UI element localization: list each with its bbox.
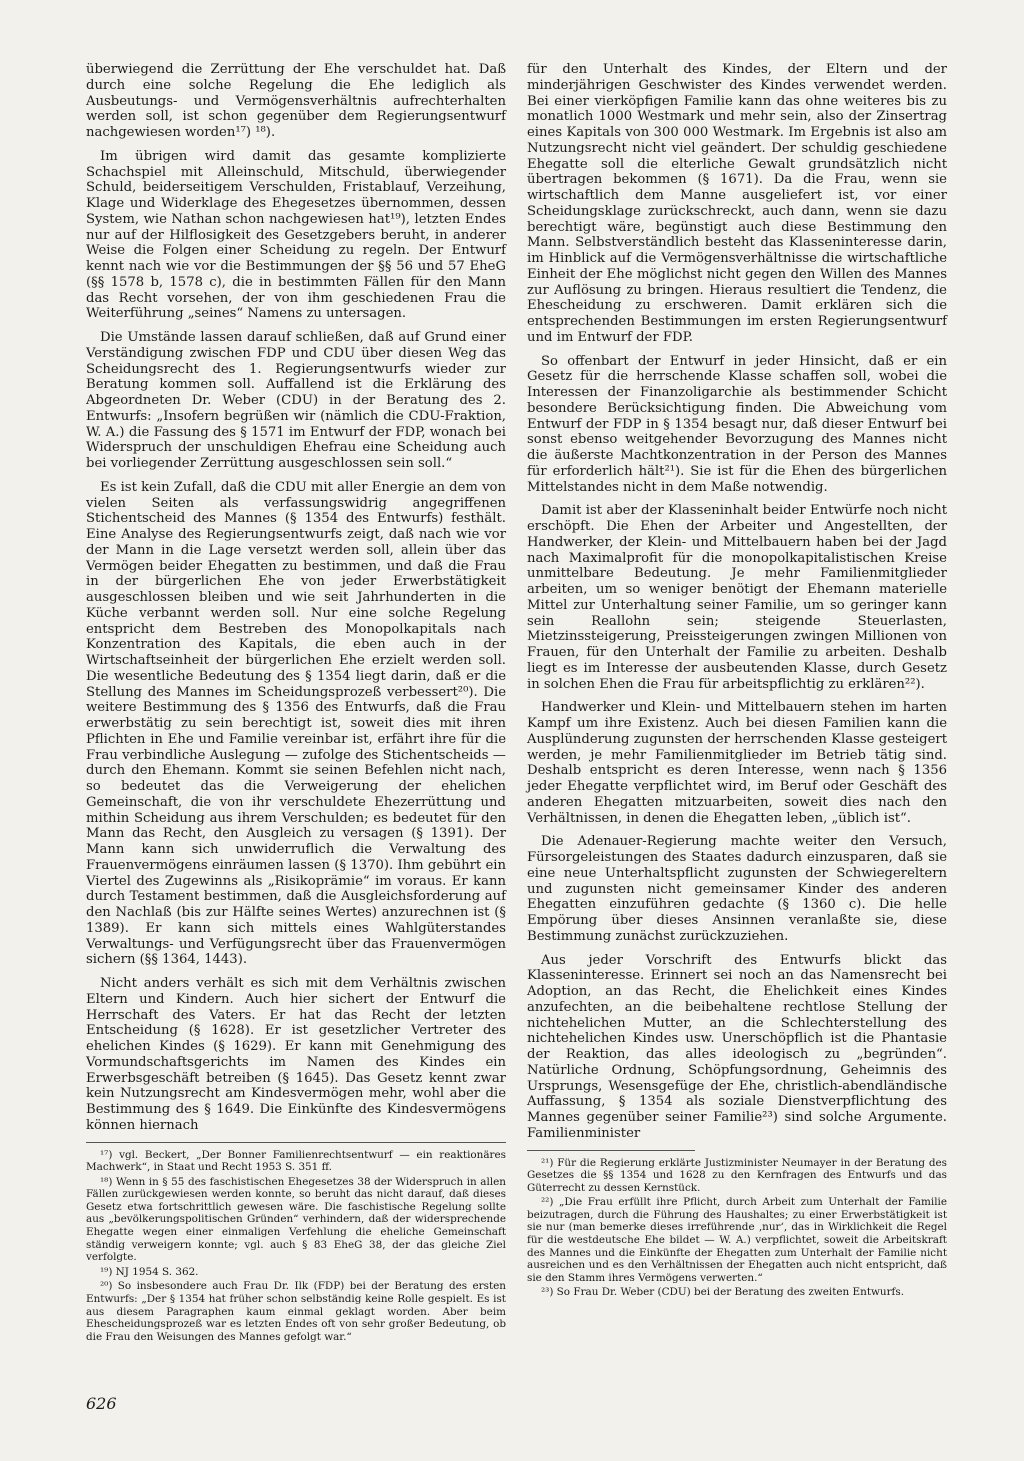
right-paragraph-1: für den Unterhalt des Kindes, der Eltern und der minderjährigen Geschwister des Kindes verwendet werden. Bei einer vierköpfigen Familie kann das ohne weiteres bis zu monatlich 1000 Westmark und mehr sein, also der Zinsertrag eines Kapitals von 300 000 Westmark. Im Ergebnis ist also am Nutzungsrecht nicht viel geändert. Der schuldig geschiedene Ehegatte soll die elterliche Gewalt grundsätzlich nicht übertragen bekommen (§ 1671). Da die Frau, wenn sie wirtschaftlich dem Manne ausgeliefert ist, vor einer Scheidungsklage zurückschreckt, auch dann, wenn sie dazu berechtigt wäre, begünstigt auch diese Bestimmung den Mann. Selbstverständlich besteht das Klasseninteresse darin, im Hinblick auf die Vermögensverhältnisse die wirtschaftliche Einheit der Ehe möglichst nicht gegen den Willen des Mannes zur Auflösung zu bringen. Hieraus resultiert die Tendenz, die Ehescheidung zu erschweren. Damit erklären sich die entsprechenden Bestimmungen im ersten Regierungsentwurf und im Entwurf der FDP. — [527, 62, 947, 345]
right-paragraph-5: Die Adenauer-Regierung machte weiter den Versuch, Fürsorgeleistungen des Staates dadurch einzusparen, daß sie eine neue Unterhaltspflicht zugunsten der Schwiegereltern und zugunsten nicht gemeinsamer Kinder des anderen Ehegatten einzuführen gedachte (§ 1360 c). Die helle Empörung über dieses Ansinnen veranlaßte sie, diese Bestimmung zunächst zurückzuziehen. — [527, 834, 947, 944]
right-footnotes — [527, 1157, 947, 1300]
left-paragraph-1: überwiegend die Zerrüttung der Ehe verschuldet hat. Daß durch eine solche Regelung die Ehe lediglich als Ausbeutungs- und Vermögensverhältnis aufrechterhalten werden soll, ist schon gegenüber dem Regierungsentwurf nachgewiesen worden¹⁷) ¹⁸). — [86, 62, 506, 140]
left-paragraph-5: Nicht anders verhält es sich mit dem Verhältnis zwischen Eltern und Kindern. Auch hier sichert der Entwurf die Herrschaft des Vaters. Er hat das Recht der letzten Entscheidung (§ 1628). Er ist gesetzlicher Vertreter des ehelichen Kindes (§ 1629). Er kann mit Genehmigung des Vormundschaftsgerichts im Namen des Kindes ein Erwerbsgeschäft betreiben (§ 1645). Das Gesetz kennt zwar kein Nutzungsrecht am Kindesvermögen mehr, wohl aber die Bestimmung des § 1649. Die Einkünfte des Kindesvermögens können hiernach — [86, 976, 506, 1133]
footnote-22: ²²) „Die Frau erfüllt ihre Pflicht, durch Arbeit zum Unterhalt der Familie beizutragen, durch die Führung des Haushaltes; zu einer Erwerbstätigkeit ist sie nur (man bemerke dieses irreführende ‚nur‘, das in Wirklichkeit die Regel für die westdeutsche Ehe bildet — W. A.) verpflichtet, soweit die Arbeitskraft des Mannes und die Einkünfte der Ehegatten zum Unterhalt der Familie nicht ausreichen und es den Verhältnissen der Ehegatten auch nicht entspricht, daß sie den Stamm ihres Vermögens verwerten.“ — [527, 1196, 947, 1284]
page-number: 626 — [86, 1394, 117, 1413]
left-paragraph-2: Im übrigen wird damit das gesamte komplizierte Schachspiel mit Alleinschuld, Mitschuld, überwiegender Schuld, beiderseitigem Verschulden, Fristablauf, Verzeihung, Klage und Widerklage des Ehegesetzes übernommen, dessen System, wie Nathan schon nachgewiesen hat¹⁹), letzten Endes nur auf der Hilflosigkeit des Gesetzgebers beruht, in anderer Weise die Folgen einer Scheidung zu regeln. Der Entwurf kennt nach wie vor die Bestimmungen der §§ 56 und 57 EheG (§§ 1578 b, 1578 c), die in bestimmten Fällen für den Mann das Recht vorsehen, der von ihm geschiedenen Frau die Weiterführung „seines“ Namens zu untersagen. — [86, 148, 506, 322]
right-paragraph-4: Handwerker und Klein- und Mittelbauern stehen im harten Kampf um ihre Existenz. Auch bei diesen Familien kann die Ausplünderung zugunsten der herrschenden Klasse gesteigert werden, je mehr Familienmitglieder im Betrieb tätig sind. Deshalb entspricht es deren Interesse, wenn nach § 1356 jeder Ehegatte verpflichtet wird, im Beruf oder Geschäft des anderen Ehegatten mitzuarbeiten, soweit dies nach den Verhältnissen, in denen die Ehegatten leben, „üblich ist“. — [527, 700, 947, 826]
footnote-17: ¹⁷) vgl. Beckert, „Der Bonner Familienrechtsentwurf — ein reaktionäres Machwerk“, in Staat und Recht 1953 S. 351 ff. — [86, 1148, 506, 1174]
left-paragraph-4: Es ist kein Zufall, daß die CDU mit aller Energie an dem von vielen Seiten als verfassungswidrig angegriffenen Stichentscheid des Mannes (§ 1354 des Entwurfs) festhält. Eine Analyse des Regierungsentwurfs zeigt, daß nach wie vor der Mann in die Lage versetzt werden soll, allein über das Vermögen beider Ehegatten zu bestimmen, und daß die Frau in der bürgerlichen Ehe von jeder Erwerbstätigkeit ausgeschlossen bleiben und wie seit Jahrhunderten in die Küche verbannt werden soll. Nur eine solche Regelung entspricht dem Bestreben des Monopolkapitals nach Konzentration des Kapitals, die eben auch in der Wirtschaftseinheit der bürgerlichen Ehe erzielt werden soll. Die wesentliche Bedeutung des § 1354 liegt darin, daß er die Stellung des Mannes im Scheidungsprozeß verbessert²⁰). Die weitere Bestimmung des § 1356 des Entwurfs, daß die Frau erwerbstätig zu sein berechtigt ist, soweit dies mit ihren Pflichten in Ehe und Familie vereinbar ist, erfährt ihre für die Frau verbindliche Auslegung — zufolge des Stichentscheids — durch den Ehemann. Kommt sie seinen Befehlen nicht nach, so bedeutet das die Verweigerung der ehelichen Gemeinschaft, die von ihr verschuldete Ehezerrüttung und mithin Scheidung aus ihrem Verschulden; es bedeutet für den Mann das Recht, den Ausgleich zu versagen (§ 1391). Der Mann kann sich unwiderruflich die Verwaltung des Frauenvermögens einräumen lassen (§ 1370). Ihm gebührt ein Viertel des Zugewinns als „Risikoprämie“ im voraus. Er kann durch Testament bestimmen, daß die Ausgleichsforderung auf den Nachlaß (bis zur Hälfte seines Wertes) anzurechnen ist (§ 1389). Er kann sich mittels eines Wahlgüterstandes Verwaltungs- und Verfügungsrecht über das Frauenvermögen sichern (§§ 1364, 1443). — [86, 479, 506, 968]
footnote-20: ²⁰) So insbesondere auch Frau Dr. Ilk (FDP) bei der Beratung des ersten Entwurfs: „Der § 1354 hat früher schon selbständig keine Rolle gespielt. Es ist aus diesem Paragraphen kaum einmal geklagt worden. Aber beim Ehescheidungsprozeß war es letzten Endes oft von sehr großer Bedeutung, ob die Frau den Weisungen des Mannes gefolgt war.“ — [86, 1280, 506, 1343]
footnote-19: ¹⁹) NJ 1954 S. 362. — [100, 1265, 199, 1278]
left-column — [86, 62, 506, 1345]
footnote-23: ²³) So Frau Dr. Weber (CDU) bei der Beratung des zweiten Entwurfs. — [541, 1286, 905, 1299]
right-paragraph-6: Aus jeder Vorschrift des Entwurfs blickt das Klasseninteresse. Erinnert sei noch an das Namensrecht bei Adoption, an das Recht, die Ehelichkeit eines Kindes anzufechten, an die beibehaltene rechtlose Stellung der nichtehelichen Mutter, an die Schlechterstellung des nichtehelichen Kindes usw. Unerschöpflich ist die Phantasie der Reaktion, das alles ideologisch zu „begründen“. Natürliche Ordnung, Schöpfungsordnung, Geheimnis des Ursprungs, Wesensgefüge der Ehe, christlich-abendländische Auffassung, § 1354 als soziale Dienstverpflichtung des Mannes gegenüber seiner Familie²³) sind solche Argumente. Familienminister — [527, 952, 947, 1141]
footnote-18: ¹⁸) Wenn in § 55 des faschistischen Ehegesetzes 38 der Widerspruch in allen Fällen zurückgewiesen werden konnte, so beruht das nicht darauf, daß dieses Gesetz etwa fortschrittlich gewesen wäre. Die faschistische Regelung sollte aus „bevölkerungspolitischen Gründen“ verhindern, daß der widersprechende Ehegatte wegen einer einmaligen Verfehlung die eheliche Gemeinschaft ständig verweigern konnte; vgl. auch § 83 EheG 38, der das gleiche Ziel verfolgte. — [86, 1175, 506, 1264]
left-footnotes — [86, 1149, 506, 1344]
footnote-divider — [86, 1142, 506, 1143]
left-paragraph-3: Die Umstände lassen darauf schließen, daß auf Grund einer Verständigung zwischen FDP und CDU über diesen Weg das Scheidungsrecht des 1. Regierungsentwurfs wieder zur Beratung kommen soll. Auffallend ist die Erklärung des Abgeordneten Dr. Weber (CDU) in der Beratung des 2. Entwurfs: „Insofern begrüßen wir (nämlich die CDU-Fraktion, W. A.) die Fassung des § 1571 im Entwurf der FDP, wonach bei Widerspruch der unschuldigen Ehefrau eine Scheidung auch bei vorliegender Zerrüttung ausgeschlossen sein soll.“ — [86, 330, 506, 471]
right-paragraph-3: Damit ist aber der Klasseninhalt beider Entwürfe noch nicht erschöpft. Die Ehen der Arbeiter und Angestellten, der Handwerker, der Klein- und Mittelbauern haben bei der Jagd nach Maximalprofit für die monopolkapitalistischen Kreise unmittelbare Bedeutung. Je mehr Familienmitglieder arbeiten, um so weniger benötigt der Ehemann materielle Mittel zur Unterhaltung seiner Familie, um so geringer kann sein Reallohn sein; steigende Steuerlasten, Mietzinssteigerung, Preissteigerungen zwingen Millionen von Frauen, für den Unterhalt der Familie zu arbeiten. Deshalb liegt es im Interesse der ausbeutenden Klasse, durch Gesetz in solchen Ehen die Frau für arbeitspflichtig zu erklären²²). — [527, 503, 947, 692]
right-column — [527, 62, 947, 1301]
footnote-21: ²¹) Für die Regierung erklärte Justizminister Neumayer in der Beratung des Gesetzes die §§ 1354 und 1628 zu den Kernfragen des Entwurfs und das Güterrecht zu dessen Kernstück. — [527, 1156, 947, 1194]
footnote-divider — [527, 1150, 695, 1151]
right-paragraph-2: So offenbart der Entwurf in jeder Hinsicht, daß er ein Gesetz für die herrschende Klasse schaffen soll, wobei die Interessen der Finanzoligarchie als bestimmender Schicht besondere Berücksichtigung finden. Die Abweichung vom Entwurf der FDP in § 1354 besagt nur, daß dieser Entwurf bei sonst ebenso weitgehender Bevorzugung des Mannes nicht die äußerste Machtkonzentration in der Person des Mannes für erforderlich hält²¹). Sie ist für die Ehen des bürgerlichen Mittelstandes nicht in dem Maße notwendig. — [527, 353, 947, 495]
